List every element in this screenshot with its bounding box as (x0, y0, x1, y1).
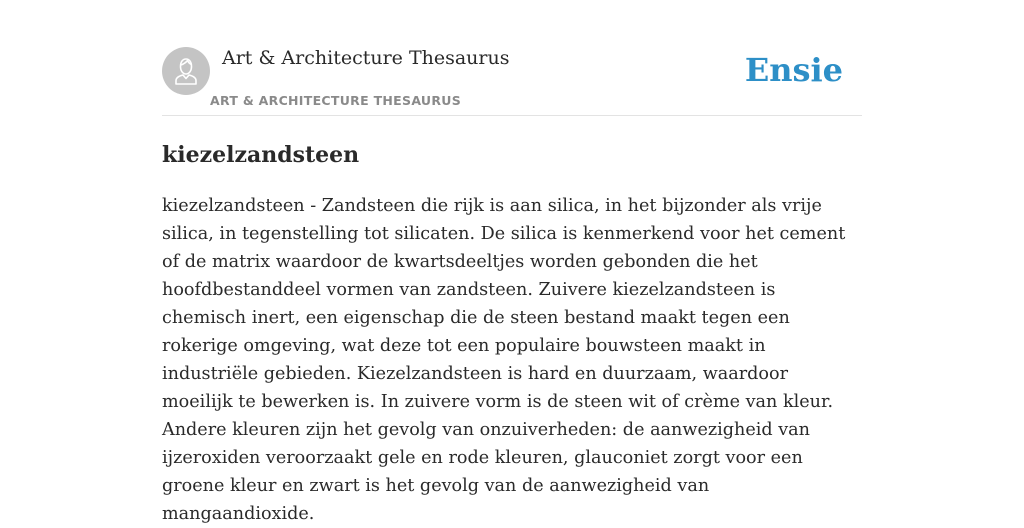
source-tag[interactable]: ART & ARCHITECTURE THESAURUS (210, 93, 462, 108)
ensie-logo[interactable]: Ensie (744, 51, 843, 89)
source-name-link[interactable]: Art & Architecture Thesaurus (222, 47, 510, 69)
user-avatar-icon[interactable] (162, 47, 210, 95)
term-definition: kiezelzandsteen - Zandsteen die rijk is aan silica, in het bijzonder als vrije silica, in tegenstelling tot silicaten. De silica is kenmerkend voor het cement of de matrix waardoor de kwartsdeeltjes worden gebonden die het hoofdbestanddeel vormen van zandsteen. Zuivere kiezelzandsteen is chemisch inert, een eigenschap die de steen bestand maakt tegen een rokerige omgeving, wat deze tot een populaire bouwsteen maakt in industriële gebieden. Kiezelzandsteen is hard en duurzaam, waardoor moeilijk te bewerken is. In zuivere vorm is de steen wit of crème van kleur. Andere kleuren zijn het gevolg van onzuiverheden: de aanwezigheid van ijzeroxiden veroorzaakt gele en rode kleuren, glauconiet zorgt voor een groene kleur en zwart is het gevolg van de aanwezigheid van mangaandioxide. (162, 196, 846, 524)
entry-header (162, 46, 862, 116)
term-title: kiezelzandsteen (162, 142, 360, 168)
